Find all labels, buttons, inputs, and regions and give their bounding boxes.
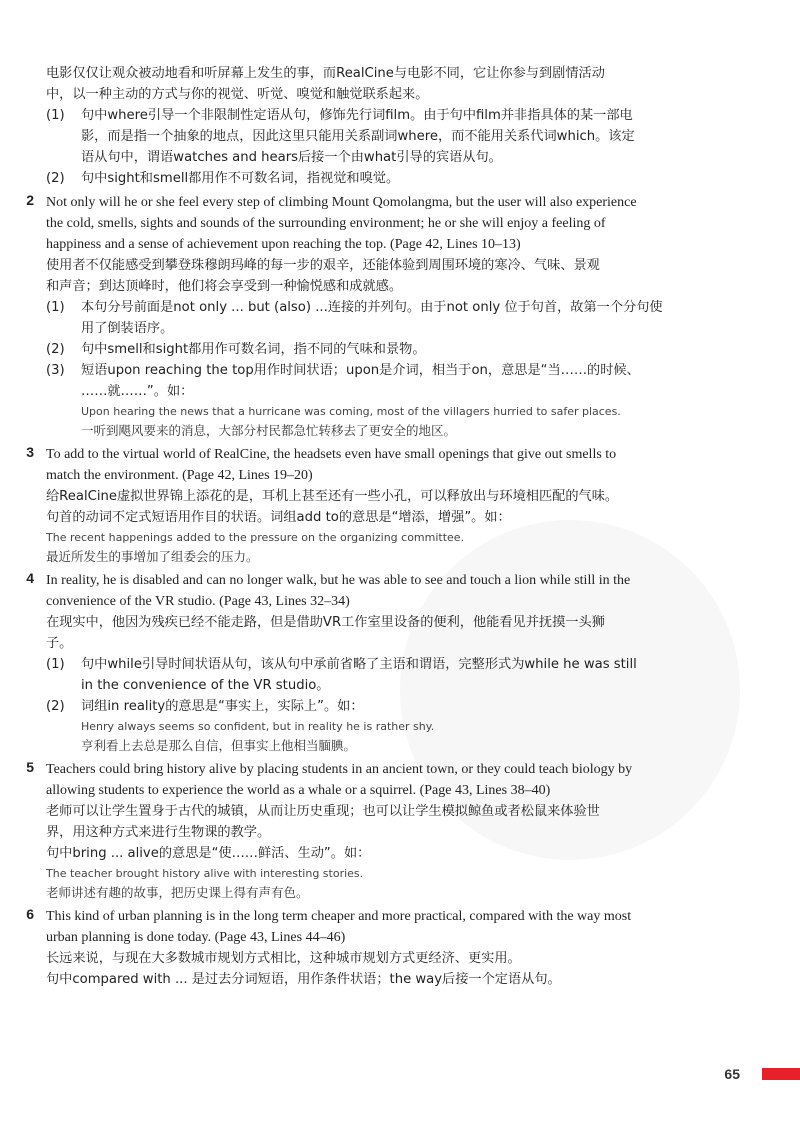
english-sentence-line: urban planning is done today. (Page 43, Lines 44–46)	[46, 930, 346, 945]
page-number: 65	[724, 1066, 740, 1082]
section-3	[26, 444, 746, 567]
section-number: 6	[26, 906, 34, 922]
note-text: 句中smell和sight都用作可数名词，指不同的气味和景物。	[81, 342, 426, 357]
section-4	[26, 570, 746, 756]
translation-line: 老师可以让学生置身于古代的城镇，从而让历史重现；也可以让学生模拟鲸鱼或者松鼠来体验世	[46, 804, 600, 819]
note-line: 影，而是指一个抽象的地点，因此这里只能用关系副词where，而不能用关系代词which。该定	[81, 129, 635, 144]
note-line	[46, 105, 746, 126]
example-english: Henry always seems so confident, but in reality he is rather shy.	[81, 720, 435, 733]
section-number: 5	[26, 759, 34, 775]
example-english: The recent happenings added to the pressure on the organizing committee.	[46, 531, 465, 544]
note-number: (1)	[46, 108, 65, 123]
note-line	[46, 168, 746, 189]
english-sentence-line: convenience of the VR studio. (Page 43, Lines 32–34)	[46, 594, 350, 609]
translation-line: 在现实中，他因为残疾已经不能走路，但是借助VR工作室里设备的便利，他能看见并抚摸一头狮	[46, 615, 605, 630]
translation-line: 使用者不仅能感受到攀登珠穆朗玛峰的每一步的艰辛，还能体验到周围环境的寒冷、气味、景观	[46, 258, 600, 273]
english-sentence-line: Teachers could bring history alive by placing students in an ancient town, or they could teach biology by	[46, 762, 633, 777]
note-line	[46, 339, 746, 360]
intro-line: 中，以一种主动的方式与你的视觉、听觉、嗅觉和触觉联系起来。	[46, 87, 429, 102]
page-number-accent-bar	[762, 1068, 800, 1080]
intro-line: 电影仅仅让观众被动地看和听屏幕上发生的事，而RealCine与电影不同，它让你参与到剧情活动	[46, 66, 605, 81]
english-sentence-line: happiness and a sense of achievement upon reaching the top. (Page 42, Lines 10–13)	[46, 237, 521, 252]
english-sentence-line: To add to the virtual world of RealCine, the headsets even have small openings that give out smells to	[46, 447, 617, 462]
page-content	[26, 60, 746, 990]
section-2	[26, 192, 746, 441]
note-line: 句中bring ... alive的意思是“使……鲜活、生动”。如：	[46, 846, 371, 861]
translation-line: 给RealCine虚拟世界锦上添花的是，耳机上甚至还有一些小孔，可以释放出与环境相匹配的气味。	[46, 489, 619, 504]
example-chinese: 亨利看上去总是那么自信，但事实上他相当腼腆。	[81, 738, 357, 753]
note-line: 用了倒装语序。	[81, 321, 174, 336]
note-text: 本句分号前面是not only ... but (also) ...连接的并列句。由于not only 位于句首，故第一个分句使	[81, 300, 663, 315]
english-sentence-line: In reality, he is disabled and can no longer walk, but he was able to see and touch a lion while still in the	[46, 573, 631, 588]
note-line: 语从句中，谓语watches and hears后接一个由what引导的宾语从句。	[81, 150, 502, 165]
note-number: (2)	[46, 171, 65, 186]
section-number: 3	[26, 444, 34, 460]
translation-line: 长远来说，与现在大多数城市规划方式相比，这种城市规划方式更经济、更实用。	[46, 951, 521, 966]
note-number: (2)	[46, 699, 65, 714]
english-sentence-line: Not only will he or she feel every step of climbing Mount Qomolangma, but the user will also experience	[46, 195, 637, 210]
english-sentence-line: allowing students to experience the world as a whale or a squirrel. (Page 43, Lines 38–40)	[46, 783, 551, 798]
note-line	[46, 696, 746, 717]
example-english: The teacher brought history alive with interesting stories.	[46, 867, 364, 880]
note-text: 词组in reality的意思是“事实上，实际上”。如：	[81, 699, 364, 714]
note-line: 句中compared with ... 是过去分词短语，用作条件状语；the way后接一个定语从句。	[46, 972, 561, 987]
note-text: 短语upon reaching the top用作时间状语；upon是介词，相当于on，意思是“当……的时候、	[81, 363, 640, 378]
section-5	[26, 759, 746, 903]
example-chinese: 老师讲述有趣的故事，把历史课上得有声有色。	[46, 885, 309, 900]
note-line: ……就……”。如：	[81, 384, 194, 399]
note-line	[46, 360, 746, 381]
english-sentence-line: match the environment. (Page 42, Lines 19–20)	[46, 468, 313, 483]
english-sentence-line: the cold, smells, sights and sounds of the surrounding environment; he or she will enjoy a feeling of	[46, 216, 606, 231]
note-number: (1)	[46, 300, 65, 315]
note-line	[46, 654, 746, 675]
note-number: (2)	[46, 342, 65, 357]
english-sentence-line: This kind of urban planning is in the long term cheaper and more practical, compared with the way most	[46, 909, 632, 924]
note-line	[46, 297, 746, 318]
note-line: in the convenience of the VR studio。	[81, 678, 330, 693]
translation-line: 界，用这种方式来进行生物课的教学。	[46, 825, 271, 840]
section-number: 4	[26, 570, 34, 586]
example-chinese: 一听到飓风要来的消息，大部分村民都急忙转移去了更安全的地区。	[81, 423, 457, 438]
note-line: 句首的动词不定式短语用作目的状语。词组add to的意思是“增添，增强”。如：	[46, 510, 511, 525]
translation-line: 和声音；到达顶峰时，他们将会享受到一种愉悦感和成就感。	[46, 279, 403, 294]
example-chinese: 最近所发生的事增加了组委会的压力。	[46, 549, 259, 564]
intro-section	[46, 63, 746, 189]
note-number: (3)	[46, 363, 65, 378]
note-text: 句中where引导一个非限制性定语从句，修饰先行词film。由于句中film并非指具体的某一部电	[81, 108, 633, 123]
note-text: 句中while引导时间状语从句，该从句中承前省略了主语和谓语，完整形式为while he was still	[81, 657, 637, 672]
example-english: Upon hearing the news that a hurricane was coming, most of the villagers hurried to safer places.	[81, 405, 621, 418]
note-number: (1)	[46, 657, 65, 672]
section-number: 2	[26, 192, 34, 208]
section-6	[26, 906, 746, 990]
note-text: 句中sight和smell都用作不可数名词，指视觉和嗅觉。	[81, 171, 400, 186]
translation-line: 子。	[46, 636, 73, 651]
